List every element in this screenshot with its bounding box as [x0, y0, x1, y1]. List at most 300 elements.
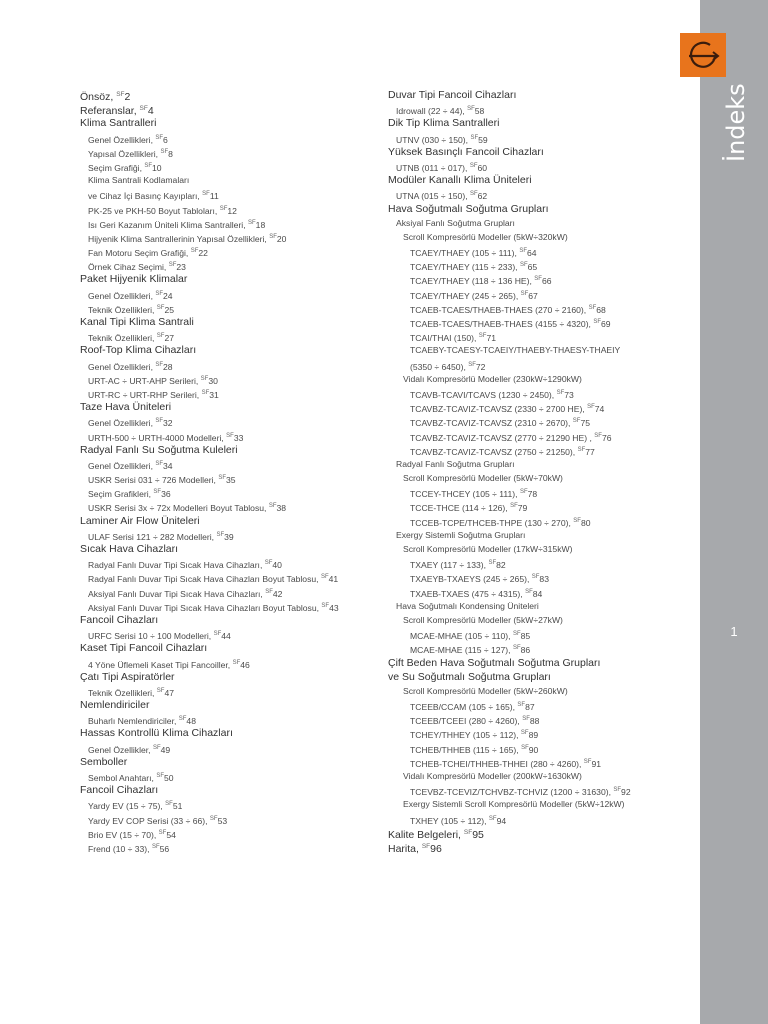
index-entry — [388, 570, 693, 584]
entry-text: USKR Serisi 031 ÷ 726 Modelleri, — [88, 475, 219, 486]
entry-text: Brio EV (15 ÷ 70), — [88, 829, 159, 840]
page-ref-mark: SF — [216, 531, 225, 538]
index-entry — [80, 329, 380, 343]
page-ref: 78 — [527, 489, 538, 500]
entry-text: ve Su Soğutmalı Soğutma Grupları — [388, 670, 551, 683]
entry-text: Hava Soğutmalı Kondensing Üniteleri — [396, 600, 539, 611]
entry-text: Kanal Tipi Klima Santrali — [80, 316, 194, 328]
page-ref: 11 — [209, 191, 219, 202]
entry-text: Klima Santrali Kodlamaları — [88, 175, 190, 186]
entry-text: URT-RC ÷ URT-RHP Serileri, — [88, 389, 202, 400]
page-ref-mark: SF — [534, 276, 542, 283]
page-ref: 49 — [160, 744, 171, 755]
entry-text: Exergy Sistemli Scroll Kompresörlü Modeller (5kW÷12kW) — [403, 799, 625, 810]
entry-text: TCEEB/CCAM (105 ÷ 165), — [410, 702, 518, 713]
page-ref: 66 — [541, 276, 552, 287]
page-ref: 62 — [477, 191, 488, 202]
page-ref: 77 — [585, 446, 595, 457]
page-ref-mark: SF — [156, 333, 165, 340]
entry-text: Genel Özellikler, — [88, 744, 153, 755]
entry-text: Klima Santralleri — [80, 117, 157, 130]
page-ref: 65 — [527, 262, 538, 273]
page-ref: 20 — [276, 233, 287, 244]
entry-text: Fancoil Cihazları — [80, 784, 159, 797]
page-ref: 42 — [272, 588, 283, 599]
page-ref: 24 — [163, 290, 173, 301]
index-entry — [388, 244, 693, 258]
page-ref: 53 — [217, 815, 228, 826]
page-ref: 58 — [474, 106, 485, 117]
page-ref-mark: SF — [478, 333, 487, 340]
index-entry — [80, 230, 380, 244]
index-entry — [388, 528, 693, 542]
entry-text: Modüler Kanallı Klima Üniteleri — [388, 174, 532, 187]
entry-text: Radyal Fanlı Duvar Tipi Sıcak Hava Cihazları Boyut Tablosu, — [88, 574, 321, 585]
page-ref: 89 — [528, 730, 539, 741]
entry-text: TCAEY/THAEY (115 ÷ 233), — [410, 262, 520, 273]
index-entry — [80, 358, 380, 372]
page-ref: 50 — [164, 773, 174, 783]
page-ref-mark: SF — [158, 829, 167, 836]
page-ref: 86 — [520, 645, 531, 656]
entry-text: Fan Motoru Seçim Grafiği, — [88, 248, 191, 259]
entry-text: URFC Serisi 10 ÷ 100 Modelleri, — [88, 631, 214, 642]
entry-text: TCCEB-TCPE/THCEB-THPE (130 ÷ 270), — [410, 517, 574, 528]
page-ref-mark: SF — [168, 262, 177, 269]
index-entry — [388, 400, 693, 414]
entry-text: TXAEYB-TXAEYS (245 ÷ 265), — [410, 574, 532, 585]
entry-text: Seçim Grafikleri, — [88, 489, 154, 500]
entry-text: TCCEY-THCEY (105 ÷ 111), — [410, 489, 520, 500]
index-entry — [80, 741, 380, 755]
entry-text: TCEVBZ-TCEVIZ/TCHVBZ-TCHVIZ (1200 ÷ 31630), — [410, 787, 614, 798]
page-ref: 95 — [472, 828, 484, 841]
page-ref: 75 — [580, 418, 591, 429]
index-entry — [80, 485, 380, 499]
page-ref-mark: SF — [165, 801, 173, 808]
index-heading — [80, 88, 380, 102]
page-ref-mark: SF — [588, 304, 597, 311]
entry-text: PK-25 ve PKH-50 Boyut Tabloları, — [88, 205, 220, 216]
entry-text: Semboller — [80, 755, 128, 768]
page-ref: 72 — [475, 361, 486, 372]
page-ref-mark: SF — [468, 361, 476, 368]
page-ref-mark: SF — [321, 602, 330, 609]
entry-text: Scroll Kompresörlü Modeller (5kW÷320kW) — [403, 231, 568, 242]
index-entry — [80, 656, 380, 670]
index-entry — [388, 258, 693, 272]
index-entry — [80, 797, 380, 811]
index-entry — [388, 812, 693, 826]
page-ref-mark: SF — [517, 702, 526, 709]
entry-text: Genel Özellikleri, — [88, 460, 156, 471]
page-ref: 47 — [164, 687, 175, 698]
page-ref: 22 — [198, 248, 208, 259]
page-ref: 82 — [496, 560, 506, 571]
circle-arrow-logo-icon — [680, 33, 726, 77]
page-ref-mark: SF — [593, 319, 602, 325]
entry-text: Scroll Kompresörlü Modeller (5kW÷260kW) — [403, 685, 568, 696]
page-ref-mark: SF — [151, 843, 160, 850]
page-ref-mark: SF — [155, 290, 164, 297]
page-ref: 12 — [227, 205, 237, 216]
index-entry — [388, 102, 693, 116]
index-entry — [80, 287, 380, 301]
page-ref: 44 — [221, 631, 231, 642]
index-heading — [388, 840, 693, 854]
entry-text: Dik Tip Klima Santralleri — [388, 117, 500, 130]
index-entry — [388, 627, 693, 641]
index-entry — [80, 812, 380, 826]
entry-text: Kalite Belgeleri, — [388, 828, 464, 841]
entry-text: Buharlı Nemlendiriciler, — [88, 716, 179, 727]
page-ref-mark: SF — [202, 191, 210, 198]
entry-text: Frend (10 ÷ 33), — [88, 843, 152, 854]
page-ref: 31 — [209, 389, 219, 400]
page-ref: 46 — [240, 659, 250, 670]
page-ref-mark: SF — [219, 205, 228, 212]
index-entry — [388, 358, 693, 372]
index-entry — [388, 585, 693, 599]
entry-text: Sıcak Hava Cihazları — [80, 543, 179, 555]
page-ref-mark: SF — [116, 91, 125, 98]
index-entry — [80, 471, 380, 485]
index-entry — [388, 797, 693, 811]
page-ref: 34 — [163, 460, 173, 471]
entry-text: TCAEB-TCAES/THAEB-THAES (270 ÷ 2160), — [410, 304, 589, 315]
page-ref: 73 — [564, 389, 574, 400]
entry-text: UTNA (015 ÷ 150), — [396, 191, 470, 202]
page-ref: 51 — [172, 801, 183, 812]
page-ref: 85 — [520, 631, 531, 642]
entry-text: TCAVBZ-TCAVIZ-TCAVSZ (2770 ÷ 21290 HE) , — [410, 432, 595, 443]
index-column-left — [80, 88, 380, 854]
entry-text: Aksiyal Fanlı Duvar Tipi Sıcak Hava Cihazları, — [88, 588, 266, 599]
page-ref: 10 — [152, 162, 162, 173]
index-heading — [80, 514, 380, 528]
entry-text: TCHEY/THHEY (105 ÷ 112), — [410, 730, 521, 741]
page-ref: 23 — [176, 262, 186, 273]
index-entry — [80, 244, 380, 258]
entry-text: TCAVBZ-TCAVIZ-TCAVSZ (2330 ÷ 2700 HE), — [410, 404, 588, 415]
index-heading — [80, 641, 380, 655]
entry-text: Duvar Tipi Fancoil Cihazları — [388, 89, 517, 101]
entry-text: Scroll Kompresörlü Modeller (5kW÷70kW) — [403, 473, 563, 484]
page-ref-mark: SF — [155, 361, 164, 368]
page-ref-mark: SF — [265, 588, 273, 595]
index-heading — [388, 826, 693, 840]
index-entry — [80, 429, 380, 443]
index-entry — [388, 343, 693, 357]
page-ref-mark: SF — [226, 432, 234, 439]
entry-text: Hassas Kontrollü Klima Cihazları — [80, 727, 233, 740]
index-heading — [80, 726, 380, 740]
index-entry — [388, 556, 693, 570]
page-ref: 38 — [276, 503, 287, 514]
page-ref-mark: SF — [469, 162, 478, 169]
entry-text: Teknik Özellikleri, — [88, 333, 157, 344]
index-entry — [80, 499, 380, 513]
index-heading — [388, 145, 693, 159]
index-entry — [388, 599, 693, 613]
entry-text: Teknik Özellikleri, — [88, 304, 157, 315]
index-entry — [80, 131, 380, 145]
page-ref: 87 — [525, 702, 535, 713]
index-entry — [80, 414, 380, 428]
page-ref-mark: SF — [510, 503, 518, 510]
page-ref-mark: SF — [467, 106, 475, 113]
entry-text: TCAVBZ-TCAVIZ-TCAVSZ (2310 ÷ 2670), — [410, 418, 573, 429]
entry-text: Teknik Özellikleri, — [88, 687, 157, 698]
index-heading — [80, 783, 380, 797]
page-ref: 30 — [208, 375, 218, 386]
index-heading — [388, 88, 693, 102]
page-ref-mark: SF — [232, 659, 241, 666]
page-ref: 4 — [147, 105, 154, 118]
page-ref-mark: SF — [587, 404, 595, 411]
index-entry — [388, 315, 693, 329]
entry-text: ULAF Serisi 121 ÷ 282 Modelleri, — [88, 531, 217, 542]
page-ref: 18 — [255, 219, 266, 230]
entry-text: Yardy EV (15 ÷ 75), — [88, 801, 166, 812]
page-ref-mark: SF — [463, 828, 473, 836]
index-entry — [80, 173, 380, 187]
index-entry — [80, 372, 380, 386]
page-ref-mark: SF — [160, 148, 169, 155]
index-heading — [80, 315, 380, 329]
entry-text: UTNB (011 ÷ 017), — [396, 162, 470, 173]
page-ref: 79 — [517, 503, 528, 514]
page-ref-mark: SF — [470, 134, 479, 141]
page-ref-mark: SF — [421, 842, 431, 850]
entry-text: Yüksek Basınçlı Fancoil Cihazları — [388, 145, 544, 158]
page-ref: 91 — [591, 758, 601, 769]
page-ref-mark: SF — [268, 503, 277, 510]
index-entry — [388, 499, 693, 513]
page-ref-mark: SF — [152, 744, 161, 751]
page-ref-mark: SF — [521, 744, 529, 751]
entry-text: TCCE-THCE (114 ÷ 126), — [410, 503, 511, 514]
page-ref-mark: SF — [613, 787, 622, 794]
entry-text: Vidalı Kompresörlü Modeller (230kW÷1290kW) — [403, 373, 582, 384]
page-ref-mark: SF — [512, 631, 521, 638]
entry-text: TCAEY/THAEY (118 ÷ 136 HE), — [410, 276, 535, 287]
page-title: İndeks — [722, 83, 750, 162]
index-entry — [80, 216, 380, 230]
page-ref-mark: SF — [519, 489, 528, 496]
entry-text: UTNV (030 ÷ 150), — [396, 134, 471, 145]
page-ref-mark: SF — [594, 432, 602, 439]
index-entry — [80, 187, 380, 201]
index-heading — [80, 272, 380, 286]
page-ref: 40 — [272, 560, 282, 571]
entry-text: TCAEBY-TCAESY-TCAEIY/THAEBY-THAESY-THAEIY — [410, 345, 621, 356]
page-ref-mark: SF — [156, 687, 165, 694]
entry-text: Genel Özellikleri, — [88, 134, 156, 145]
page-ref: 36 — [161, 489, 171, 500]
index-entry — [388, 187, 693, 201]
entry-text: TCHEB/THHEB (115 ÷ 165), — [410, 744, 522, 755]
entry-text: Referanslar, — [80, 105, 140, 118]
index-entry — [388, 272, 693, 286]
page-ref: 60 — [477, 162, 488, 173]
page-ref: 25 — [164, 304, 175, 315]
page-ref-mark: SF — [155, 418, 164, 425]
page-ref-mark: SF — [156, 773, 164, 779]
index-entry — [388, 783, 693, 797]
page-ref-mark: SF — [200, 375, 209, 382]
index-entry — [388, 769, 693, 783]
index-heading — [80, 400, 380, 414]
index-heading — [388, 656, 693, 670]
page-ref: 67 — [528, 290, 538, 301]
index-entry — [388, 386, 693, 400]
index-heading — [80, 698, 380, 712]
entry-text: TCAVBZ-TCAVIZ-TCAVSZ (2750 ÷ 21250), — [410, 446, 578, 457]
entry-text: Çatı Tipi Aspiratörler — [80, 670, 175, 683]
entry-text: TXAEY (117 ÷ 133), — [410, 560, 489, 571]
page-ref: 43 — [329, 602, 339, 613]
index-entry — [388, 216, 693, 230]
entry-text: Radyal Fanlı Soğutma Grupları — [396, 458, 515, 469]
entry-text: Nemlendiriciler — [80, 699, 150, 712]
entry-text: TCAEB-TCAES/THAEB-THAES (4155 ÷ 4320), — [410, 319, 594, 329]
page-ref-mark: SF — [190, 248, 199, 255]
entry-text: Aksiyal Fanlı Duvar Tipi Sıcak Hava Cihazları Boyut Tablosu, — [88, 602, 322, 613]
index-heading — [388, 173, 693, 187]
entry-text: Hava Soğutmalı Soğutma Grupları — [388, 202, 549, 215]
index-entry — [388, 159, 693, 173]
entry-text: Scroll Kompresörlü Modeller (5kW÷27kW) — [403, 614, 563, 625]
index-heading — [80, 755, 380, 769]
index-entry — [388, 471, 693, 485]
index-entry — [80, 826, 380, 840]
page-ref-mark: SF — [488, 560, 497, 567]
entry-text: Taze Hava Üniteleri — [80, 401, 172, 414]
entry-text: TXHEY (105 ÷ 112), — [410, 815, 489, 826]
entry-text: Çift Beden Hava Soğutmalı Soğutma Grupları — [388, 656, 601, 669]
entry-text: Fancoil Cihazları — [80, 613, 159, 626]
index-entry — [388, 684, 693, 698]
entry-text: Radyal Fanlı Su Soğutma Kuleleri — [80, 443, 238, 456]
entry-text: URTH-500 ÷ URTH-4000 Modelleri, — [88, 432, 227, 443]
index-entry — [388, 613, 693, 627]
page-ref: 33 — [233, 432, 244, 443]
page-ref-mark: SF — [583, 758, 592, 765]
entry-text: TCEEB/TCEEI (280 ÷ 4260), — [410, 716, 523, 727]
index-entry — [80, 301, 380, 315]
index-column-right — [388, 88, 693, 854]
page-ref-mark: SF — [520, 290, 529, 297]
index-heading — [80, 613, 380, 627]
entry-text: Radyal Fanlı Duvar Tipi Sıcak Hava Cihazları, — [88, 560, 265, 571]
page-ref: 32 — [163, 418, 173, 429]
entry-text: Hijyenik Klima Santrallerinin Yapısal Özellikleri, — [88, 233, 270, 244]
page-ref: 68 — [596, 304, 606, 315]
page-ref: 80 — [580, 517, 591, 528]
page-ref: 59 — [478, 134, 488, 145]
index-entry — [388, 414, 693, 428]
entry-text: Scroll Kompresörlü Modeller (17kW÷315kW) — [403, 544, 573, 554]
page-ref-mark: SF — [519, 248, 527, 255]
page-ref-mark: SF — [522, 716, 530, 723]
entry-text: USKR Serisi 3x ÷ 72x Modelleri Boyut Tablosu, — [88, 503, 269, 514]
entry-text: Harita, — [388, 842, 422, 855]
page-ref-mark: SF — [320, 574, 329, 581]
page-ref-mark: SF — [209, 815, 218, 822]
page-ref-mark: SF — [139, 105, 148, 113]
page-ref: 94 — [496, 815, 507, 826]
index-entry — [80, 599, 380, 613]
index-entry — [388, 726, 693, 740]
page-ref: 6 — [163, 134, 168, 145]
page-ref: 39 — [224, 531, 234, 542]
page-ref-mark: SF — [469, 191, 478, 198]
page-ref-mark: SF — [155, 134, 164, 141]
entry-text: TCAVB-TCAVI/TCAVS (1230 ÷ 2450), — [410, 389, 557, 400]
page-ref: 71 — [486, 333, 496, 344]
page-ref: 54 — [166, 829, 176, 840]
index-entry — [388, 429, 693, 443]
index-entry — [388, 514, 693, 528]
entry-text: Önsöz, — [80, 91, 117, 103]
page-ref: 76 — [601, 432, 612, 443]
index-entry — [388, 230, 693, 244]
page-ref-mark: SF — [144, 162, 153, 169]
entry-text: Isı Geri Kazanım Üniteli Klima Santralleri, — [88, 219, 248, 230]
page-ref: 64 — [527, 248, 537, 259]
entry-text: Genel Özellikleri, — [88, 361, 156, 372]
page-ref: 35 — [226, 475, 236, 486]
page-ref: 90 — [528, 744, 539, 755]
page-ref: 69 — [601, 319, 611, 329]
index-heading — [80, 102, 380, 116]
index-entry — [388, 698, 693, 712]
index-heading — [80, 670, 380, 684]
index-heading — [80, 443, 380, 457]
page-ref: 28 — [163, 361, 173, 372]
page-ref: 27 — [164, 333, 175, 344]
index-entry — [80, 712, 380, 726]
page-ref-mark: SF — [248, 219, 256, 226]
index-entry — [80, 585, 380, 599]
entry-text: (5350 ÷ 6450), — [410, 361, 469, 372]
entry-text: Genel Özellikleri, — [88, 290, 156, 301]
index-entry — [388, 641, 693, 655]
index-entry — [388, 457, 693, 471]
page-ref-mark: SF — [520, 730, 529, 737]
entry-text: Yardy EV COP Serisi (33 ÷ 66), — [88, 815, 210, 826]
page-ref-mark: SF — [213, 631, 222, 638]
index-entry — [80, 145, 380, 159]
page-ref-mark: SF — [556, 389, 565, 396]
index-heading — [388, 202, 693, 216]
index-entry — [80, 684, 380, 698]
entry-text: Seçim Grafiği, — [88, 162, 145, 173]
entry-text: Paket Hijyenik Klimalar — [80, 273, 188, 286]
entry-text: Roof-Top Klima Cihazları — [80, 344, 197, 357]
index-entry — [80, 570, 380, 584]
page-ref-mark: SF — [488, 815, 497, 822]
page-ref-mark: SF — [572, 418, 581, 425]
page-ref-mark: SF — [512, 645, 521, 652]
index-entry — [388, 131, 693, 145]
entry-text: Kaset Tipi Fancoil Cihazları — [80, 642, 208, 655]
index-entry — [388, 443, 693, 457]
index-entry — [80, 258, 380, 272]
index-entry — [388, 372, 693, 386]
page-ref-mark: SF — [577, 446, 586, 453]
